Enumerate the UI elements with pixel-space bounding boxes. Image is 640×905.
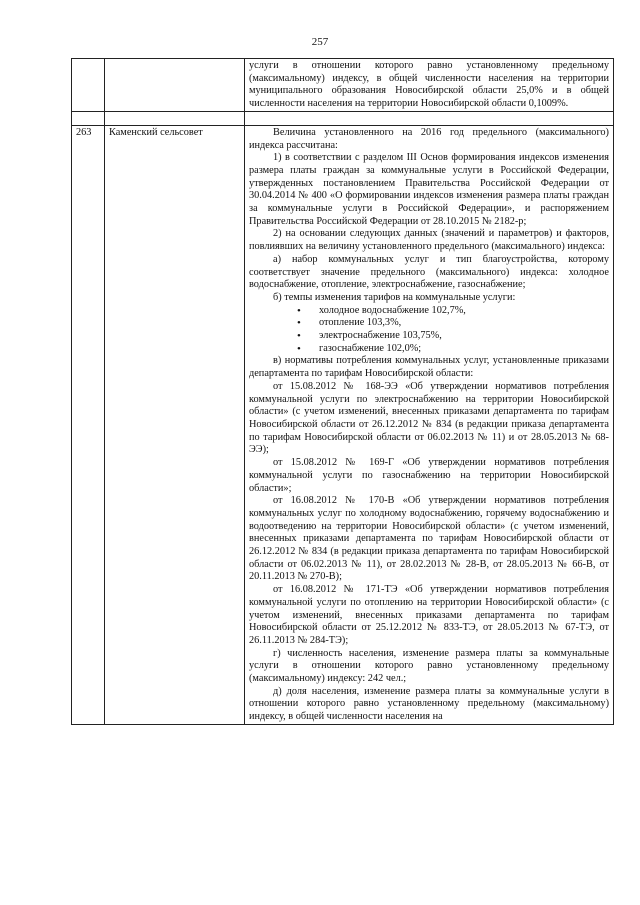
paragraph: 2) на основании следующих данных (значений и параметров) и факторов, повлиявших на величину установленного предельного (максимального) индекса: (249, 228, 609, 253)
page-number: 257 (311, 36, 329, 48)
row-description (245, 125, 614, 724)
paragraph: Величина установленного на 2016 год предельного (максимального) индекса рассчитана: (249, 126, 609, 151)
table-row-continuation (72, 59, 614, 112)
paragraph: б) темпы изменения тарифов на коммунальные услуги: (273, 291, 516, 303)
bullet-item: • электроснабжение 103,75%, (319, 330, 609, 343)
paragraph: от 15.08.2012 № 168-ЭЭ «Об утверждении нормативов потребления коммунальной услуги по электроснабжению на территории Новосибирской области» (с учетом изменений, внесенных приказами департамента по тарифам Новосибирской области от 26.12.2012 № 834 (в редакции приказа департамента по тарифам Новосибирской области от 06.02.2013 № 11) и от 28.05.2013 № 68-ЭЭ); (249, 380, 609, 456)
bullet-item: • отопление 103,3%, (319, 317, 609, 330)
paragraph: от 16.08.2012 № 171-ТЭ «Об утверждении нормативов потребления коммунальной услуги по отоплению на территории Новосибирской области» (с учетом изменений, внесенных приказами департамента по тарифам Новосибирской области от 25.12.2012 № 833-ТЭ, от 28.05.2013 № 67-ТЭ, от 26.11.2013 № 284-ТЭ); (249, 584, 609, 646)
paragraph: в) нормативы потребления коммунальных услуг, установленные приказами департамента по тарифам Новосибирской области: (249, 355, 609, 380)
table-row-spacer (72, 111, 614, 125)
municipal-index-table (71, 58, 614, 725)
table-row-263 (72, 125, 614, 724)
paragraph: г) численность населения, изменение размера платы за коммунальные услуги в отношении которого равно установленному предельному (максимальному) индексу: 242 чел.; (249, 647, 609, 685)
spacer-cell-3 (245, 111, 614, 125)
tariff-bullet-list (249, 305, 609, 356)
spacer-cell-1 (72, 111, 105, 125)
bullet-item: • холодное водоснабжение 102,7%, (319, 305, 609, 318)
continuation-paragraph: услуги в отношении которого равно установленному предельному (максимальному) индексу, в общей численности населения на территории муниципального образования Новосибирской области 25,0% и в общей численности населения на территории Новосибирской области 0,1009%. (249, 60, 609, 110)
row-number: 263 (72, 125, 105, 724)
paragraph: от 16.08.2012 № 170-В «Об утверждении нормативов потребления коммунальных услуг по холодному водоснабжению, горячему водоснабжению и водоотведению на территории Новосибирской области» (с учетом изменений, внесенных приказами департамента по тарифам Новосибирской области от 26.12.2012 № 834 (в редакции приказа департамента по тарифам Новосибирской области от 06.02.2013 № 11), от 28.02.2013 № 28-В, от 28.05.2013 № 66-В, от 20.11.2013 № 270-В); (249, 495, 609, 583)
paragraph: от 15.08.2012 № 169-Г «Об утверждении нормативов потребления коммунальной услуги по газоснабжению на территории Новосибирской области»; (249, 457, 609, 494)
municipality-name: Каменский сельсовет (105, 125, 245, 724)
description-paragraphs-continued (249, 355, 609, 723)
cell-number-empty (72, 59, 105, 112)
cell-name-empty (105, 59, 245, 112)
paragraph: 1) в соответствии с разделом III Основ формирования индексов изменения размера платы граждан за коммунальные услуги в Российской Федерации, утвержденных постановлением Правительства Российской Федерации от 30.04.2014 № 400 «О формировании индексов изменения размера платы граждан за коммунальные услуги в Российской Федерации», и распоряжением Правительства Российской Федерации от 28.10.2015 № 2182-р; (249, 152, 609, 227)
cell-continuation-text (245, 59, 614, 112)
description-paragraphs (249, 127, 609, 305)
paragraph: д) доля населения, изменение размера платы за коммунальные услуги в отношении которого равно установленному предельному (максимальному) индексу, в общей численности населения на (249, 685, 609, 723)
bullet-item: • газоснабжение 102,0%; (319, 343, 609, 356)
spacer-cell-2 (105, 111, 245, 125)
paragraph: а) набор коммунальных услуг и тип благоустройства, которому соответствует значение предельного (максимального) индекса: холодное водоснабжение, отопление, электроснабжение, газоснабжение; (249, 253, 609, 291)
